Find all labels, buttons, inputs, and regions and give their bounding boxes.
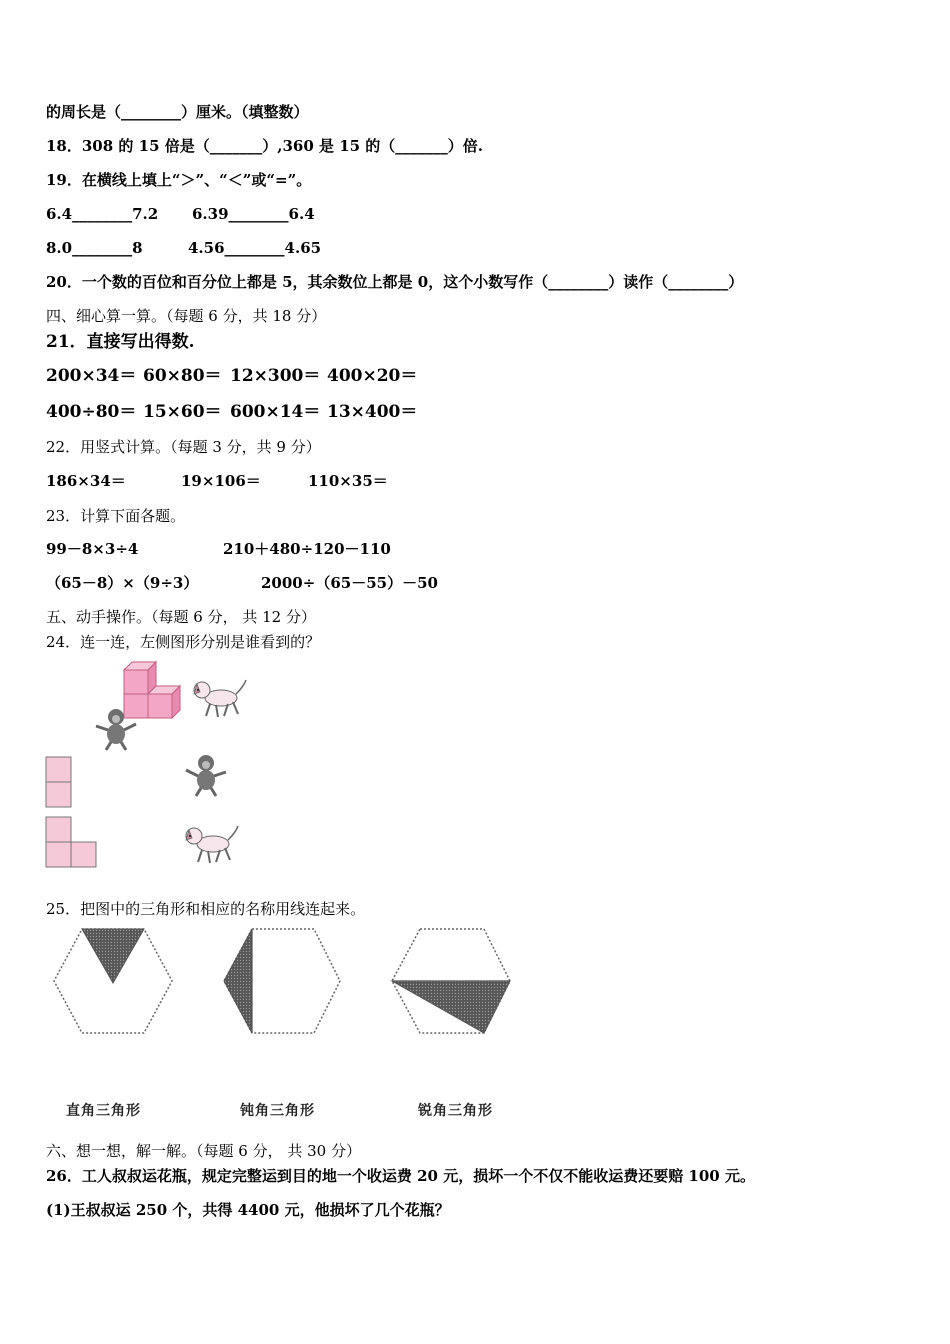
question-19: 19．在横线上填上“＞”、“＜”或“=”。 — [46, 171, 312, 189]
question-24: 24．连一连，左侧图形分别是谁看到的？ — [46, 633, 321, 651]
question-20: 20．一个数的百位和百分位上都是 5，其余数位上都是 0，这个小数写作（________）读作（________） — [46, 273, 744, 291]
monkey-icon — [92, 706, 140, 752]
q22-item-c: 110×35＝ — [308, 472, 388, 490]
label-acute-triangle: 锐角三角形 — [418, 1103, 493, 1119]
front-view-two-squares — [45, 756, 73, 808]
q19-item-b: 6.39________6.4 — [192, 205, 315, 223]
q21-r1-c: 12×300＝ — [230, 366, 321, 386]
q23-item-b: 210＋480÷120－110 — [223, 540, 391, 558]
q21-r2-d: 13×400＝ — [327, 402, 418, 422]
q19-item-a: 6.4________7.2 — [46, 205, 159, 223]
question-26: 26．工人叔叔运花瓶，规定完整运到目的地一个收运费 20 元，损坏一个不仅不能收运费还要赔 100 元。 — [46, 1167, 755, 1185]
question-18: 18．308 的 15 倍是（_______）,360 是 15 的（_______）倍. — [46, 137, 484, 155]
hexagon-obtuse-triangle — [218, 926, 344, 1036]
q23-item-c: （65－8）×（9÷3） — [46, 574, 199, 592]
q21-r1-b: 60×80＝ — [143, 366, 222, 386]
q21-r2-c: 600×14＝ — [230, 402, 321, 422]
section-4-title: 四、细心算一算。（每题 6 分，共 18 分） — [46, 307, 327, 325]
q19-item-d: 4.56________4.65 — [188, 239, 322, 257]
section-5-title: 五、动手操作。（每题 6 分， 共 12 分） — [46, 608, 316, 626]
q23-item-a: 99－8×3÷4 — [46, 540, 139, 558]
hexagon-right-triangle — [50, 926, 176, 1036]
dog-icon — [188, 676, 250, 720]
section-6-title: 六、想一想，解一解。（每题 6 分， 共 30 分） — [46, 1142, 361, 1160]
label-right-triangle: 直角三角形 — [66, 1103, 141, 1119]
q21-r1-d: 400×20＝ — [327, 366, 418, 386]
side-view-l-shape — [45, 816, 99, 868]
dog-icon-2 — [180, 822, 242, 866]
line-perimeter: 的周长是（________）厘米。（填整数） — [46, 103, 309, 121]
q21-r2-a: 400÷80＝ — [46, 402, 137, 422]
label-obtuse-triangle: 钝角三角形 — [240, 1103, 315, 1119]
q23-item-d: 2000÷（65－55）－50 — [261, 574, 438, 592]
question-26-part-1: (1)王叔叔运 250 个，共得 4400 元，他损坏了几个花瓶？ — [46, 1201, 450, 1219]
q19-item-c: 8.0________8 — [46, 239, 143, 257]
question-21: 21．直接写出得数. — [46, 332, 195, 352]
q21-r1-a: 200×34＝ — [46, 366, 137, 386]
q22-item-a: 186×34＝ — [46, 472, 126, 490]
question-22: 22．用竖式计算。（每题 3 分，共 9 分） — [46, 438, 321, 456]
q21-r2-b: 15×60＝ — [143, 402, 222, 422]
question-25: 25．把图中的三角形和相应的名称用线连起来。 — [46, 900, 366, 918]
q22-item-b: 19×106＝ — [181, 472, 261, 490]
monkey-icon-2 — [182, 752, 230, 798]
question-23: 23．计算下面各题。 — [46, 507, 186, 525]
hexagon-acute-triangle — [388, 926, 514, 1036]
